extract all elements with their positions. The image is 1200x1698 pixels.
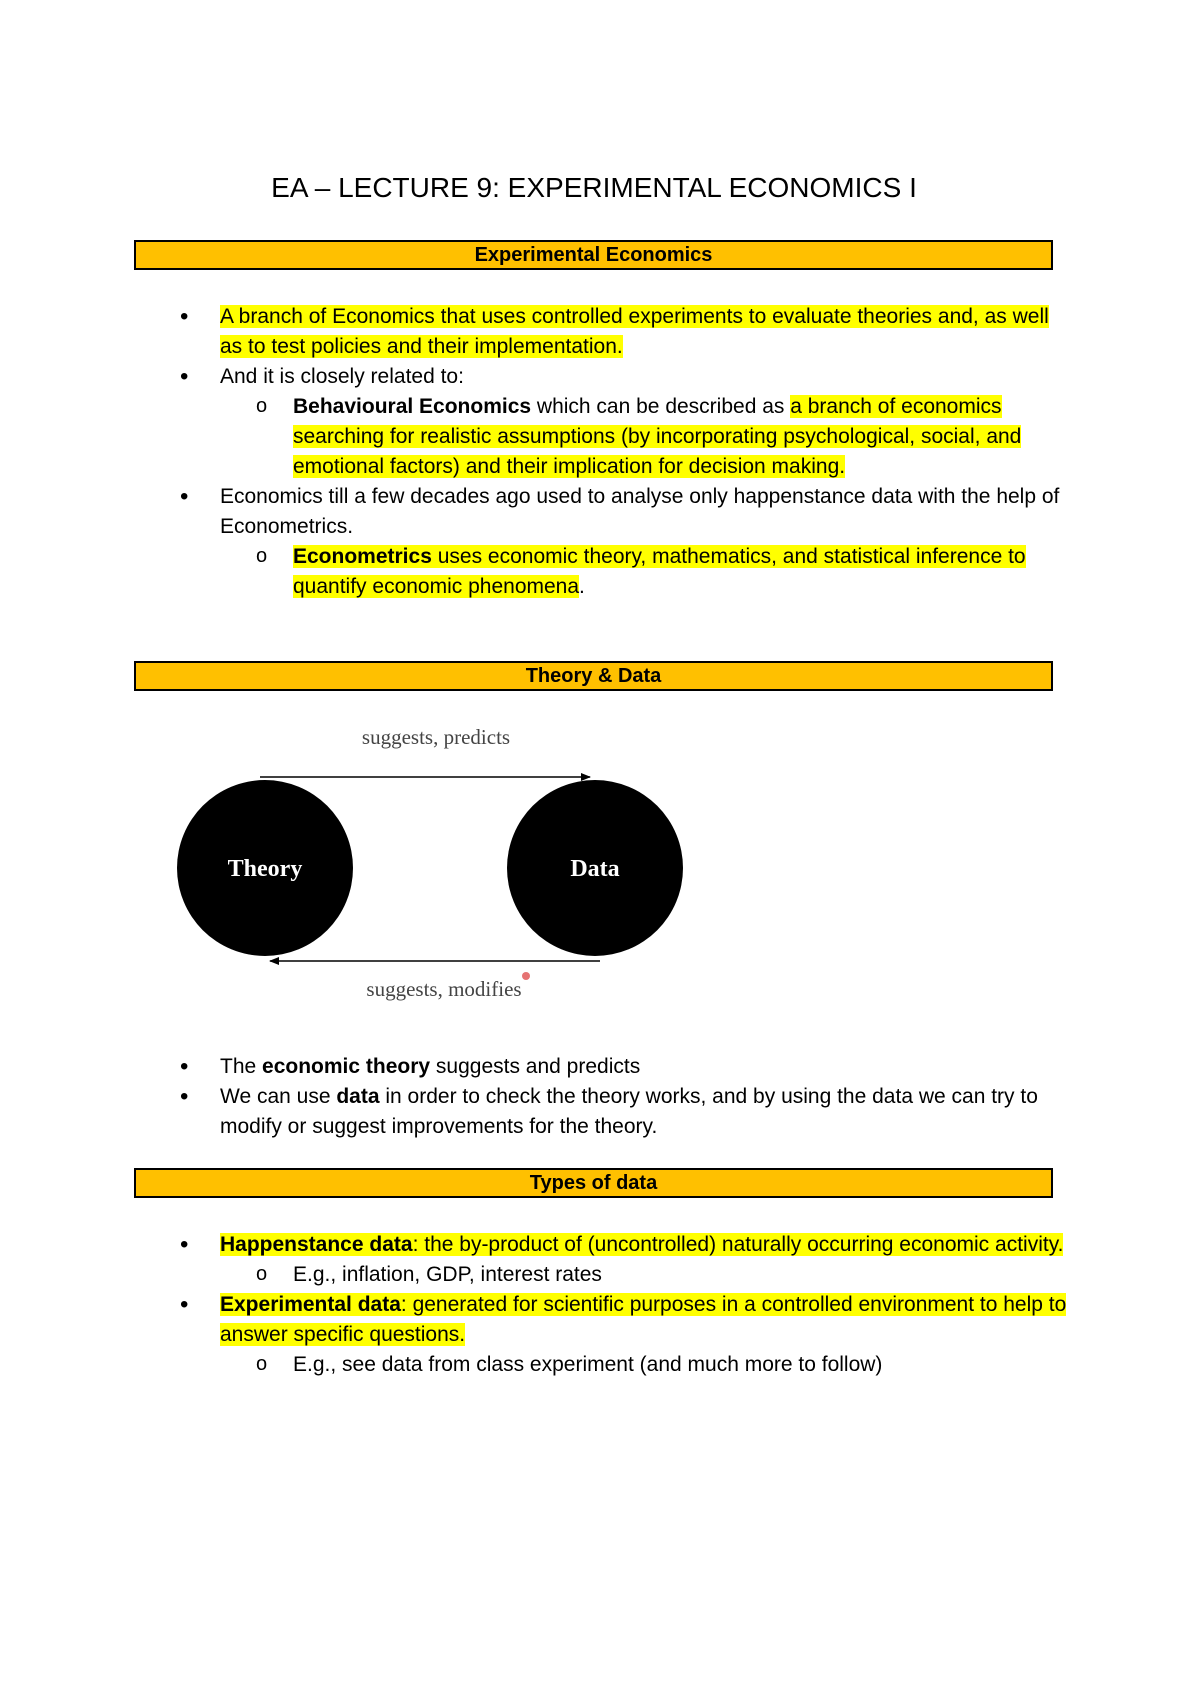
sub-list-item [134,392,1074,482]
highlighted-text: a branch of economics searching for realistic assumptions (by incorporating psychological, social, and emotional factors) and their implication for decision making. [293,395,1022,478]
bold-term: Happenstance data [220,1233,413,1256]
bold-term: Experimental data [220,1293,401,1316]
bold-term: data [336,1085,380,1108]
bold-term: Behavioural Economics [293,395,532,418]
highlighted-text: : the by-product of (uncontrolled) naturally occurring economic activity. [412,1233,1064,1256]
red-dot-marker [522,972,530,980]
experimental-economics-list [134,302,1074,602]
highlighted-text: A branch of Economics that uses controlled experiments to evaluate theories and, as well as to test policies and their implementation. [220,305,1049,358]
types-of-data-list [134,1230,1074,1380]
list-item [134,302,1074,362]
top-arrow-label: suggests, predicts [361,725,511,749]
list-item [134,1082,1074,1142]
sub-list-item [134,542,1074,602]
section-heading-theory-data: Theory & Data [134,661,1053,691]
list-item [134,1230,1074,1260]
list-item-text: in order to check the theory works, and by using the data we can try to modify or suggest improvements for the theory. [220,1085,1038,1138]
section-heading-experimental-economics: Experimental Economics [134,240,1053,270]
list-item-text: E.g., see data from class experiment (and much more to follow) [293,1353,883,1376]
bold-term: economic theory [262,1055,431,1078]
list-item-text: suggests and predicts [430,1055,641,1078]
list-item [134,1290,1074,1350]
bottom-arrow-label: suggests, modifies [366,977,522,1001]
list-item-text: The [220,1055,263,1078]
list-item [134,482,1074,542]
sub-list-item [134,1350,1074,1380]
list-item-text: E.g., inflation, GDP, interest rates [293,1263,602,1286]
list-item-text: . [579,575,585,598]
highlighted-text: uses economic theory, mathematics, and statistical inference to quantify economic phenomena [293,545,1026,598]
list-item [134,1052,1074,1082]
bold-term: Econometrics [293,545,432,568]
list-item-text: which can be described as [531,395,791,418]
theory-data-list [134,1052,1074,1142]
list-item-text: We can use [220,1085,337,1108]
theory-data-diagram [160,700,720,1020]
highlighted-text: : generated for scientific purposes in a controlled environment to help to answer specific questions. [220,1293,1067,1346]
list-item-text: Economics till a few decades ago used to analyse only happenstance data with the help of Econometrics. [220,485,1060,538]
list-item-text: And it is closely related to: [220,365,464,388]
theory-circle-label: Theory [227,856,303,882]
sub-list-item [134,1260,1074,1290]
page-title: EA – LECTURE 9: EXPERIMENTAL ECONOMICS I [271,172,917,203]
list-item [134,362,1074,392]
data-circle-label: Data [570,856,620,882]
section-heading-types-of-data: Types of data [134,1168,1053,1198]
